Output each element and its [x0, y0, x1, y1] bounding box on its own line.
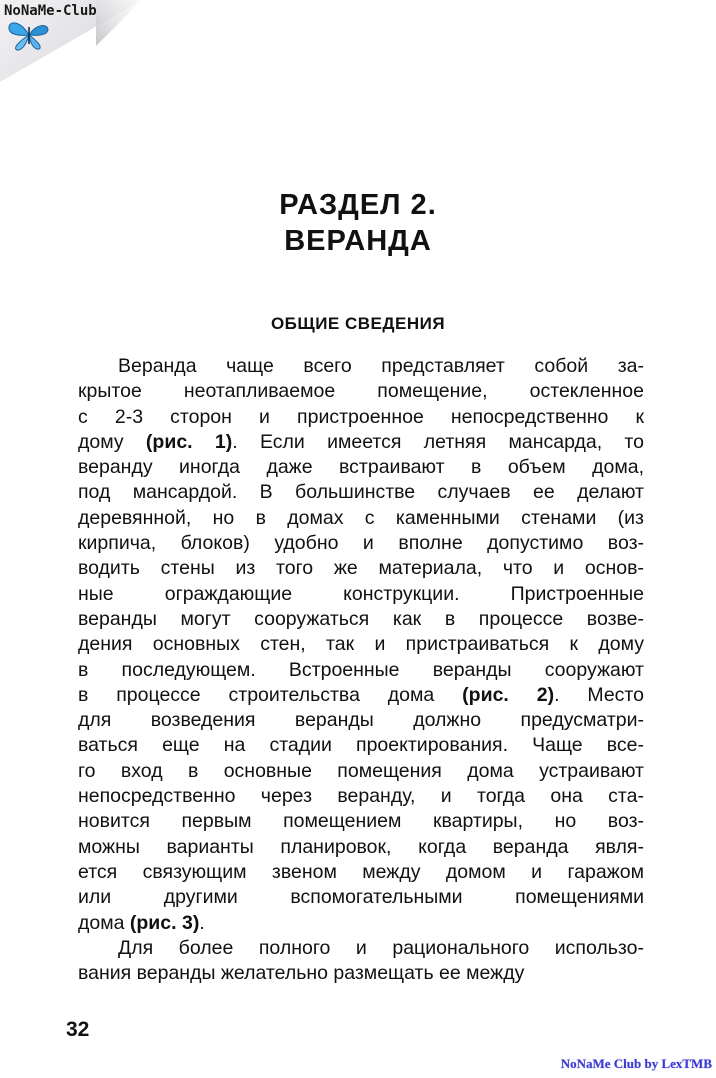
text-line [78, 405, 644, 430]
text-line [78, 835, 644, 860]
text-segment: в последующем. Встроенные веранды сооружают [78, 658, 644, 681]
corner-logo-text: NoNaMe-Club [4, 3, 97, 19]
text-segment: Веранда чаще всего представляет собой за- [118, 355, 644, 377]
body-paragraphs [78, 354, 644, 986]
text-line [78, 455, 644, 480]
text-segment: можны варианты планировок, когда веранда явля- [78, 835, 644, 858]
text-segment: непосредственно через веранду, и тогда она ста- [78, 785, 644, 808]
text-segment: под мансардой. В большинстве случаев ее делают [78, 481, 644, 504]
text-line [78, 961, 644, 986]
text-segment: го вход в основные помещения дома устраивают [78, 759, 644, 782]
text-segment: . [199, 911, 205, 934]
figure-reference: (рис. 2) [462, 683, 555, 706]
text-line [78, 506, 644, 531]
page-curl-fold [96, 0, 142, 46]
text-segment: в процессе строительства дома [78, 683, 463, 706]
text-line [78, 632, 644, 657]
text-segment: крытое неотапливаемое помещение, остекленное [78, 380, 644, 403]
text-segment: . Если имеется летняя мансарда, то [232, 430, 644, 453]
text-segment: дому [78, 430, 146, 453]
text-segment: или другими вспомогательными помещениями [78, 886, 644, 909]
section-title: ОБЩИЕ СВЕДЕНИЯ [270, 314, 446, 333]
text-line [78, 911, 644, 936]
text-line [78, 759, 644, 784]
text-segment: водить стены из того же материала, что и основ- [78, 557, 644, 580]
text-segment: веранды могут сооружаться как в процессе возве- [78, 607, 644, 630]
text-line [78, 480, 644, 505]
text-segment: ные ограждающие конструкции. Пристроенные [78, 582, 644, 605]
text-segment: ется связующим звеном между домом и гаражом [78, 860, 644, 883]
text-line [78, 860, 644, 885]
text-segment: веранду иногда даже встраивают в объем дома, [78, 456, 644, 479]
watermark-text: NoNaMe Club by LexTMB [560, 1056, 712, 1071]
text-line [78, 531, 644, 556]
text-segment: с 2-3 сторон и пристроенное непосредственно к [78, 405, 644, 428]
text-line [78, 354, 644, 379]
figure-reference: (рис. 1) [145, 430, 233, 453]
chapter-heading-line2: ВЕРАНДА [284, 225, 432, 257]
text-line [78, 733, 644, 758]
text-line [78, 708, 644, 733]
text-line [78, 379, 644, 404]
text-segment: кирпича, блоков) удобно и вполне допустимо воз- [78, 532, 644, 555]
text-line [78, 809, 644, 834]
text-segment: ваться еще на стадии проектирования. Чаще все- [78, 734, 644, 757]
chapter-heading-line1: РАЗДЕЛ 2. [279, 189, 437, 221]
text-segment: для возведения веранды должно предусматри- [78, 709, 644, 732]
page-number: 32 [66, 1018, 90, 1041]
text-line [78, 582, 644, 607]
text-line [78, 936, 644, 961]
text-segment: Для более полного и рационального использо- [118, 936, 644, 959]
text-segment: деревянной, но в домах с каменными стенами (из [78, 506, 644, 529]
text-segment: дома [78, 911, 130, 934]
text-line [78, 556, 644, 581]
text-line [78, 683, 644, 708]
text-segment: дения основных стен, так и пристраиваться к дому [78, 633, 644, 656]
text-line [78, 658, 644, 683]
text-segment: . Место [554, 683, 644, 706]
text-line [78, 607, 644, 632]
text-line [78, 784, 644, 809]
butterfly-icon [6, 18, 52, 52]
text-line [78, 885, 644, 910]
text-segment: новится первым помещением квартиры, но воз- [78, 810, 644, 833]
text-line [78, 430, 644, 455]
figure-reference: (рис. 3) [129, 911, 200, 934]
text-segment: вания веранды желательно размещать ее между [78, 962, 525, 985]
